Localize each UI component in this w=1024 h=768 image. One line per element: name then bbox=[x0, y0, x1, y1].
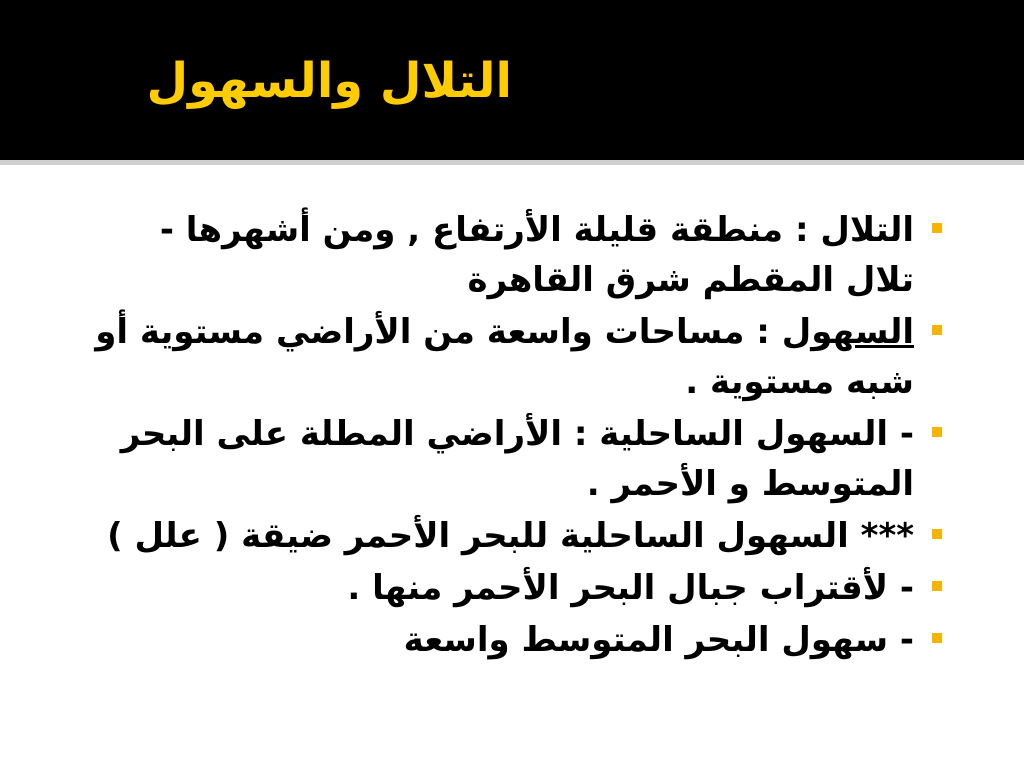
bullet-text: *** السهول الساحلية للبحر الأحمر ضيقة ( علل ) bbox=[107, 516, 914, 556]
square-bullet-icon bbox=[932, 581, 942, 591]
bullet-list bbox=[94, 205, 944, 667]
bullet-item bbox=[94, 511, 944, 561]
square-bullet-icon bbox=[932, 529, 942, 539]
bullet-text: - سهول البحر المتوسط واسعة bbox=[403, 620, 914, 660]
bullet-text: - لأقتراب جبال البحر الأحمر منها . bbox=[347, 568, 914, 608]
square-bullet-icon bbox=[932, 633, 942, 643]
bullet-item bbox=[94, 409, 944, 509]
bullet-text: - السهول الساحلية : الأراضي المطلة على البحر المتوسط و الأحمر . bbox=[120, 414, 914, 504]
bullet-item bbox=[94, 205, 944, 305]
slide-title: التلال والسهول bbox=[146, 53, 512, 109]
bullet-item bbox=[94, 563, 944, 613]
square-bullet-icon bbox=[932, 427, 942, 437]
square-bullet-icon bbox=[932, 325, 942, 335]
title-bar bbox=[0, 0, 1024, 160]
square-bullet-icon bbox=[932, 223, 942, 233]
title-divider bbox=[0, 160, 1024, 165]
bullet-text: التلال : منطقة قليلة الأرتفاع , ومن أشهرها - تلال المقطم شرق القاهرة bbox=[159, 210, 914, 300]
bullet-text: : مساحات واسعة من الأراضي مستوية أو شبه مستوية . bbox=[95, 312, 914, 402]
bullet-item bbox=[94, 615, 944, 665]
underlined-term: السهول bbox=[781, 312, 914, 352]
bullet-item bbox=[94, 307, 944, 407]
